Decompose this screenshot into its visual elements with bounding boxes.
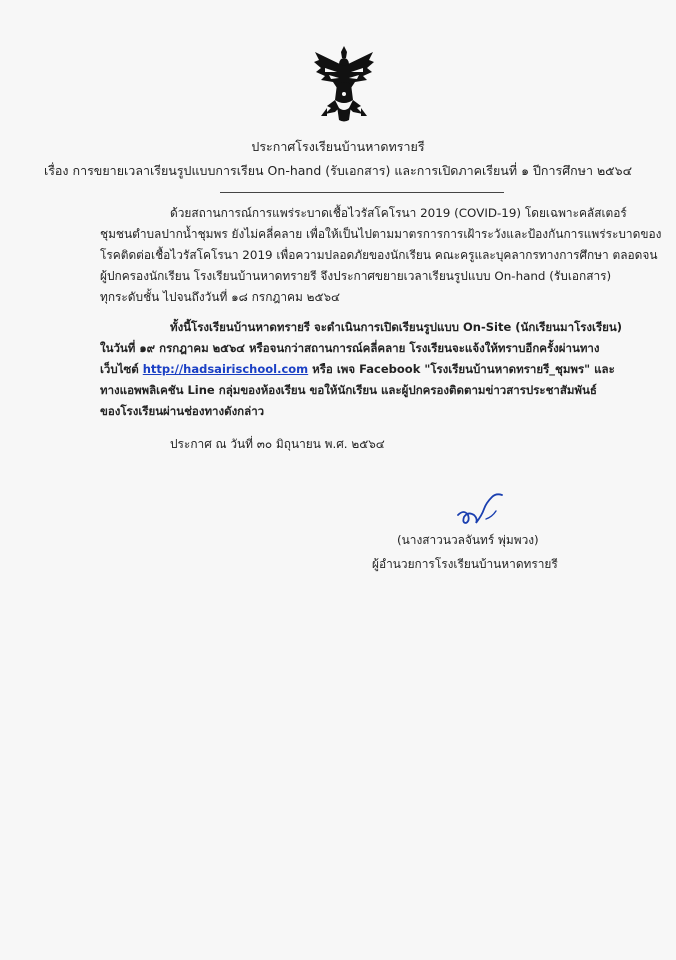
website-label: เว็บไซต์ xyxy=(100,362,143,376)
paragraph-line: ทั้งนี้โรงเรียนบ้านหาดทรายรี จะดำเนินการเปิดเรียนรูปแบบ On-Site (นักเรียนมาโรงเรียน) xyxy=(170,320,622,334)
announced-date xyxy=(100,434,640,455)
paragraph-line: ทุกระดับชั้น ไปจนถึงวันที่ ๑๘ กรกฎาคม ๒๕๖๔ xyxy=(100,290,341,304)
paragraph-line: ชุมชนตำบลปากน้ำชุมพร ยังไม่คลี่คลาย เพื่อให้เป็นไปตามมาตรการการเฝ้าระวังและป้องกันการแพร่ระบาดของ xyxy=(100,227,662,241)
paragraph-line xyxy=(100,359,640,380)
announced-line: ประกาศ ณ วันที่ ๓๐ มิถุนายน พ.ศ. ๒๕๖๔ xyxy=(170,437,385,451)
paragraph-line: โรคติดต่อเชื้อไวรัสโคโรนา 2019 เพื่อความปลอดภัยของนักเรียน คณะครูและบุคลากรทางการศึกษา ตลอดจน xyxy=(100,248,658,262)
announcement-title: ประกาศโรงเรียนบ้านหาดทรายรี xyxy=(251,139,425,154)
paragraph-line: ทางแอพพลิเคชัน Line กลุ่มของห้องเรียน ขอให้นักเรียน และผู้ปกครองติดตามข่าวสารประชาสัมพันธ์ xyxy=(100,383,597,397)
paragraph-line: ของโรงเรียนผ่านช่องทางดังกล่าว xyxy=(100,404,265,418)
handwritten-signature xyxy=(452,489,512,529)
paragraph-line: ในวันที่ ๑๙ กรกฎาคม ๒๕๖๔ หรือจนกว่าสถานการณ์คลี่คลาย โรงเรียนจะแจ้งให้ทราบอีกครั้งผ่านทาง xyxy=(100,341,600,355)
paragraph-line: ด้วยสถานการณ์การแพร่ระบาดเชื้อไวรัสโคโรนา 2019 (COVID-19) โดยเฉพาะคลัสเตอร์ xyxy=(170,206,627,220)
garuda-emblem-icon xyxy=(313,44,375,124)
paragraph-2 xyxy=(100,317,640,422)
website-link[interactable]: http://hadsairischool.com xyxy=(142,362,309,376)
announcement-subject: เรื่อง การขยายเวลาเรียนรูปแบบการเรียน On-hand (รับเอกสาร) และการเปิดภาคเรียนที่ ๑ ปีการศึกษา ๒๕๖๔ xyxy=(43,163,633,178)
paragraph-line: ผู้ปกครองนักเรียน โรงเรียนบ้านหาดทรายรี จึงประกาศขยายเวลาเรียนรูปแบบ On-hand (รับเอกสาร) xyxy=(100,269,612,283)
facebook-label: หรือ เพจ Facebook "โรงเรียนบ้านหาดทรายรี_ชุมพร" และ xyxy=(308,362,615,376)
signer-name: (นางสาวนวลจันทร์ พุ่มพวง) xyxy=(397,533,539,547)
divider xyxy=(220,192,504,193)
signer-title: ผู้อำนวยการโรงเรียนบ้านหาดทรายรี xyxy=(372,557,558,571)
paragraph-1 xyxy=(100,203,662,308)
